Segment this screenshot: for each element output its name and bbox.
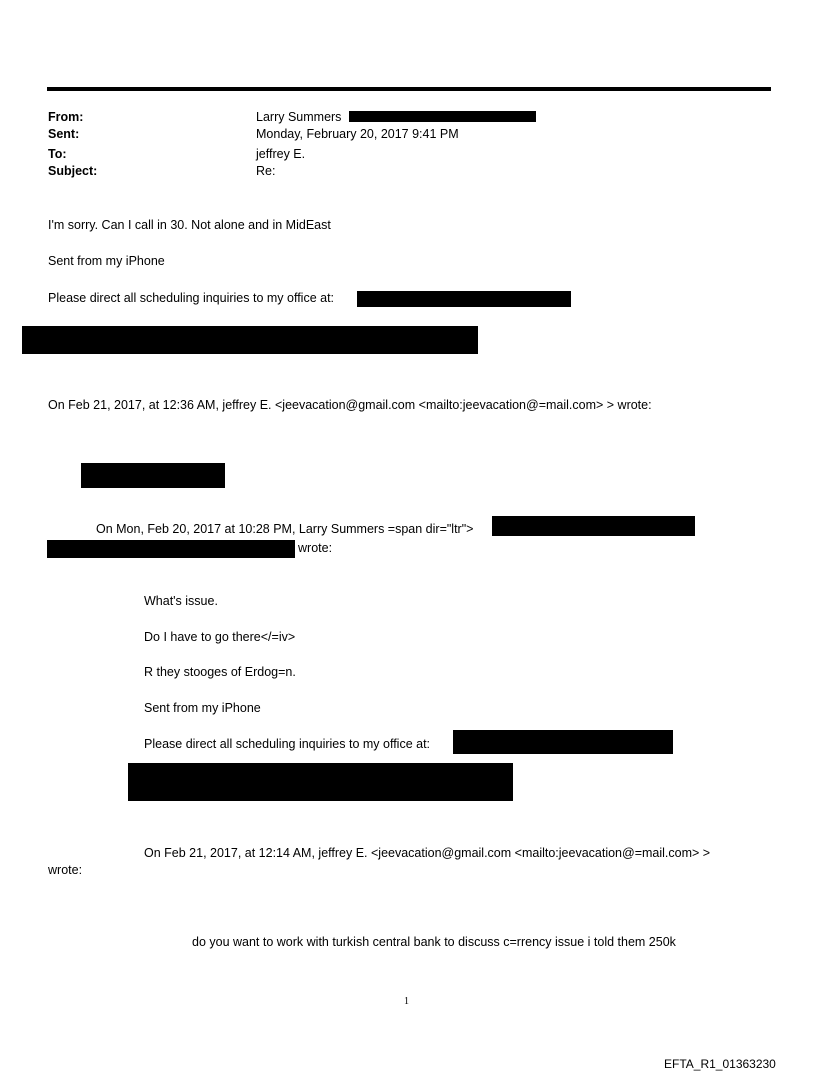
subject-label: Subject:: [48, 164, 98, 178]
from-label: From:: [48, 110, 84, 124]
quote-line-2b: wrote:: [48, 863, 83, 877]
nested-intro-b: wrote:: [298, 541, 333, 555]
redaction-box: [128, 763, 513, 801]
nested-line-3: R they stooges of Erdog=n.: [144, 665, 296, 679]
sent-value: Monday, February 20, 2017 9:41 PM: [256, 127, 459, 141]
redaction-box: [492, 516, 695, 536]
nested-line-2: Do I have to go there</=iv>: [144, 630, 296, 644]
sent-label: Sent:: [48, 127, 80, 141]
from-value: Larry Summers: [256, 110, 342, 124]
redaction-box: [357, 291, 571, 307]
final-message: do you want to work with turkish central bank to discuss c=rrency issue i told them 250k: [192, 935, 676, 949]
body-line-2: Sent from my iPhone: [48, 254, 165, 268]
document-id: EFTA_R1_01363230: [664, 1057, 776, 1071]
redaction-box: [47, 540, 295, 558]
redaction-box: [22, 326, 478, 354]
page-number: 1: [404, 996, 409, 1007]
body-line-1: I'm sorry. Can I call in 30. Not alone and in MidEast: [48, 218, 331, 232]
quote-line-2a: On Feb 21, 2017, at 12:14 AM, jeffrey E. <jeevacation@gmail.com <mailto:jeevacation@=mail.com> >: [144, 846, 711, 860]
to-label: To:: [48, 147, 67, 161]
redaction-box: [349, 111, 536, 122]
header-rule: [47, 87, 771, 91]
nested-line-4: Sent from my iPhone: [144, 701, 261, 715]
nested-line-5: Please direct all scheduling inquiries to my office at:: [144, 737, 431, 751]
redaction-box: [81, 463, 225, 488]
subject-value: Re:: [256, 164, 276, 178]
nested-line-1: What's issue.: [144, 594, 218, 608]
quote-line-1: On Feb 21, 2017, at 12:36 AM, jeffrey E. <jeevacation@gmail.com <mailto:jeevacation@=mail.com> > wrote:: [48, 398, 652, 412]
body-line-3: Please direct all scheduling inquiries to my office at:: [48, 291, 335, 305]
to-value: jeffrey E.: [256, 147, 306, 161]
redaction-box: [453, 730, 673, 754]
nested-intro-a: On Mon, Feb 20, 2017 at 10:28 PM, Larry Summers =span dir="ltr">: [96, 522, 474, 536]
